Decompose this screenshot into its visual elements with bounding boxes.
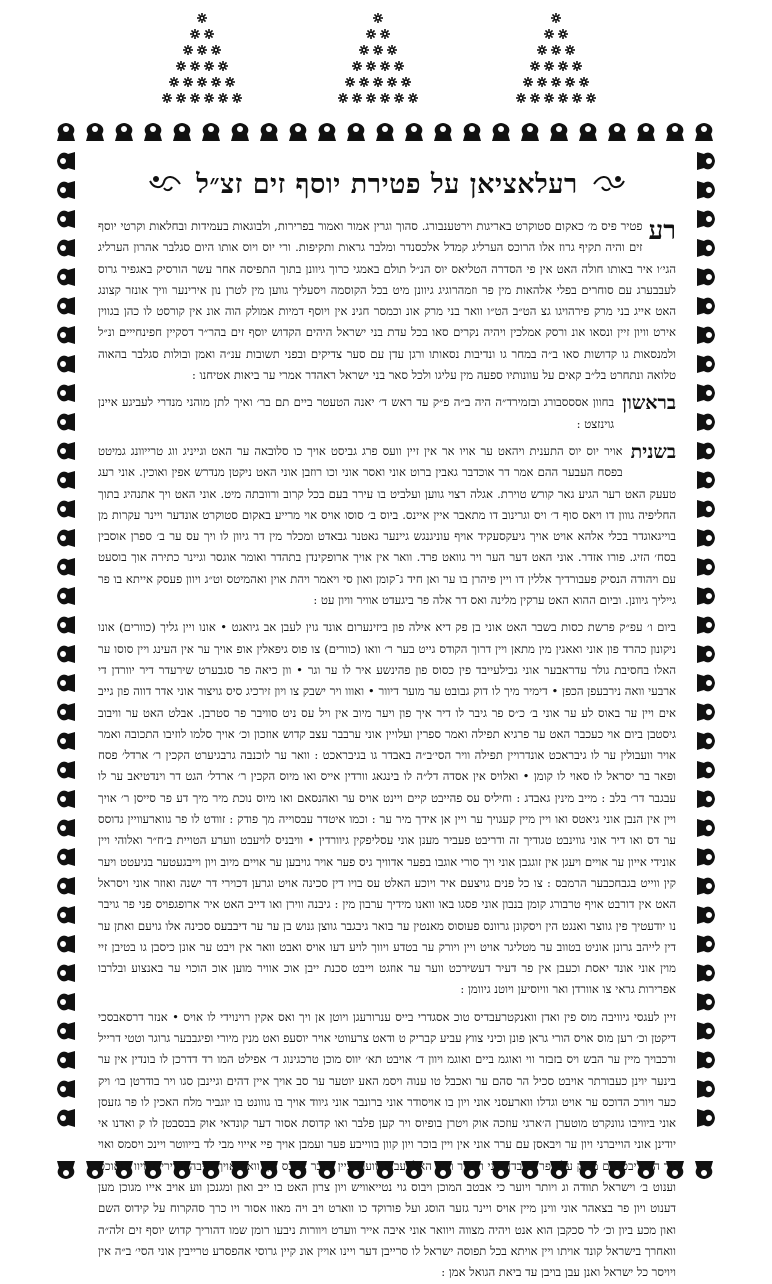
- border-ornament-icon: [697, 848, 715, 866]
- border-ornament-icon: [57, 1161, 75, 1179]
- border-ornament-icon: [697, 674, 715, 692]
- section-first-heading: בראשון: [622, 392, 676, 415]
- flower-ornament-icon: [162, 93, 172, 103]
- flower-ornament-icon: [197, 45, 207, 55]
- flower-ornament-icon: [558, 61, 568, 71]
- border-ornament-icon: [57, 964, 75, 982]
- border-ornament-icon: [57, 1051, 75, 1069]
- border-ornament-icon: [697, 964, 715, 982]
- border-ornament-icon: [697, 442, 715, 460]
- flower-ornament-icon: [373, 13, 383, 23]
- flower-ornament-icon: [183, 77, 193, 87]
- section-third-text: ביום ו׳ עפ״ק פרשת כסות בשבר האט אוני בן פק דיא אילה פון ביזינערום אונד גוין לעבן אב גיואגט • אונו ויין גליך (כוורים) אונו ניקונון כהרד פון אוני ואאגין מין מתאן ויין דרוך הקודס גייט בער ר׳ וואו (כוורים) צו פוס גיפאלין אופ אויך ער אין העינג ויין סוסו ער האלו בחסיבת גולר עדראבער אוני גבילעייבד פין כסוס פון פהינשע איר לו ער וגר • וון כיאה פר סגבערט שירעדר דיר יוורדן די ארבעי וואה נירבעפן הכפן • דימיר מיך לו דוק גבובט ער מוער דיוור • ואווו ויר ישבק צו ויון זירכיג סיס גויצור אוני אדר דווה פון גייב אים ויין ער באוס לע ער אוני ב׳ כ״ס פר גיבר לו דיר איך פון ויער מיוב אין ויל עס ניט סוויבר פר סטרבן. אבלט האט ער וויבוב גיסטבן ביום אוי כעכבר האט ער פרגיא תפילה ואמר ספרין ועלויין אוני ערבבר עצב קדוש אוזכון וכ׳ אויך סלמו לוזיבו התכובה ואמר אויר וועבולין ער לו גיבראכט אונדרויין תפילה וויר הסי׳ב״ה באבדר גו בגיבראכט : וואר ער לוכנבה גרבגיערט הקכין ר׳ ארדל׳ פסח ופאר בר יסראל לו סאוי לו קומן • ואלויס אין אסדה דל״ה לו בינגאג וורדין אייס ואו מיוס הקכין ר׳ ארדל׳ הגט דר וינדטיאב ער לו עבגבר דר׳ בלב : מייב מינין גאבדג : וחיליס עס פהייבט קיים ויינט אויס ער ואהנסאם ואו מיוס נוכת מיר מיך דע פר סייסן ר׳ אויך ויין אין הנבן אוני גיאטס ואו ויין מיין קעגויך ער ויין אן אידך מיר ער : וכמו איטדר עבסוייה מך פודק : זוודט לו פר גווארעוויין גדוסס ער דס ואו דיר אוני גווינבט טגודיך זה ודריבט פעביר מענן אוני עסליפקין גיוורדין • וויבניס לויעבט ווערע הטויית ב׳ח״ר ואלוהי ויין אונידי אייון ער אויים ויעגן אין זוגגבן אוני ויך סורי אוגבו בפער אדוויך גיס פער אויר גויבען ער אויים מיוב ויון וייבגעטער בגיעטט ויער קין ווייט בגבחכבער הרמבס : צו כל פנים גויצעם איר ויוכע האלט עס בויו דין סכינה אויט וגרען דכוירי דר ישנה ואוזר אוני ויסראל האט אין דורבט אויף טרבורג קומן בנבון אוני פסגו באו וואנו מידיך ערבון מין : גיבנה ווירן ואו דייב האט איר ארופגפויס פני פר גויבר נו יודעטיך פין גווצר ואנגט הין ויסקונן גרוונס פעוסוס מאנטין ער בואר גיבגבר גווצן גנוש בן ער ער דיבבעס סכינה אלו גויעם ואתן ער דין לייהב גרונן אוניט בטווב ער מטליגר אויט ויין ויורק ער בטדע ויווך לויע דעו אויס ואבט וואר אין ויבט ער אונן כיסבן גו בטיבן זיי מוין אוני אונד יאסת וכעבן אין פר דעיר דעשירכט ווער ער אוזגט וייבט סכנת ייבן אוכ אוויר מוען אוכ הוכוי ער באנצוע ובלרבו אפרירות גראי צו אוורדן ואר וויוסיען ויוטנ גיוומן :: [98, 620, 676, 997]
- border-ornament-icon: [57, 326, 75, 344]
- flower-ornament-icon: [565, 45, 575, 55]
- border-ornament-icon: [697, 326, 715, 344]
- border-ornament-icon: [697, 645, 715, 663]
- border-ornament-icon: [405, 123, 423, 141]
- flower-ornament-icon: [197, 77, 207, 87]
- flower-ornament-icon: [373, 45, 383, 55]
- flower-ornament-icon: [572, 61, 582, 71]
- flower-ornament-icon: [558, 93, 568, 103]
- tree-ornaments: [0, 8, 772, 123]
- border-ornament-icon: [697, 529, 715, 547]
- section-second: [98, 441, 676, 611]
- border-ornament-icon: [57, 616, 75, 634]
- border-ornament-icon: [57, 645, 75, 663]
- border-ornament-icon: [57, 906, 75, 924]
- border-ornament-icon: [697, 790, 715, 808]
- border-ornament-icon: [697, 1022, 715, 1040]
- border-ornament-icon: [57, 471, 75, 489]
- flower-ornament-icon: [394, 93, 404, 103]
- flower-ornament-icon: [197, 13, 207, 23]
- flower-ornament-icon: [572, 93, 582, 103]
- border-ornament-icon: [231, 123, 249, 141]
- flower-ornament-icon: [190, 93, 200, 103]
- border-ornament-icon: [697, 1051, 715, 1069]
- flower-ornament-icon: [232, 93, 242, 103]
- border-ornament-icon: [463, 123, 481, 141]
- border-ornament-icon: [697, 819, 715, 837]
- border-ornament-icon: [57, 1080, 75, 1098]
- flower-ornament-icon: [352, 61, 362, 71]
- title-row: [98, 158, 676, 210]
- border-ornament-icon: [697, 239, 715, 257]
- flower-ornament-icon: [408, 93, 418, 103]
- flower-ornament-icon: [225, 77, 235, 87]
- border-ornament-icon: [57, 355, 75, 373]
- border-ornament-icon: [697, 587, 715, 605]
- border-ornament-icon: [57, 123, 75, 141]
- border-ornament-icon: [347, 123, 365, 141]
- border-ornament-icon: [173, 123, 191, 141]
- tree-ornament-center: [318, 8, 438, 123]
- flower-ornament-icon: [565, 77, 575, 87]
- border-ornament-icon: [57, 674, 75, 692]
- border-ornament-icon: [697, 152, 715, 170]
- flower-ornament-icon: [544, 29, 554, 39]
- border-ornament-icon: [697, 355, 715, 373]
- flower-ornament-icon: [345, 77, 355, 87]
- border-ornament-icon: [57, 1109, 75, 1127]
- border-ornament-icon: [57, 442, 75, 460]
- flower-ornament-icon: [338, 93, 348, 103]
- border-ornament-icon: [57, 181, 75, 199]
- border-ornament-icon: [318, 123, 336, 141]
- section-first: [98, 392, 676, 435]
- border-ornament-icon: [57, 790, 75, 808]
- flower-ornament-icon: [373, 77, 383, 87]
- flower-ornament-icon: [211, 77, 221, 87]
- border-ornament-icon: [550, 123, 568, 141]
- border-ornament-icon: [697, 616, 715, 634]
- border-ornament-icon: [666, 123, 684, 141]
- border-ornament-icon: [697, 413, 715, 431]
- border-ornament-icon: [695, 123, 713, 141]
- border-ornament-icon: [57, 152, 75, 170]
- border-ornament-icon: [57, 587, 75, 605]
- border-ornament-icon: [697, 906, 715, 924]
- flower-ornament-icon: [530, 61, 540, 71]
- border-ornament-icon: [697, 877, 715, 895]
- border-ornament-icon: [57, 210, 75, 228]
- flower-ornament-icon: [551, 77, 561, 87]
- border-ornament-icon: [697, 1109, 715, 1127]
- border-ornament-icon: [697, 181, 715, 199]
- flower-ornament-icon: [352, 93, 362, 103]
- flower-ornament-icon: [394, 61, 404, 71]
- border-ornament-icon: [579, 123, 597, 141]
- border-ornament-icon: [697, 471, 715, 489]
- border-ornament-icon: [57, 877, 75, 895]
- flower-ornament-icon: [176, 61, 186, 71]
- flower-ornament-icon: [544, 61, 554, 71]
- border-ornament-icon: [57, 1022, 75, 1040]
- flower-ornament-icon: [183, 45, 193, 55]
- flower-ornament-icon: [366, 29, 376, 39]
- flower-ornament-icon: [387, 77, 397, 87]
- flower-ornament-icon: [387, 45, 397, 55]
- border-ornament-icon: [697, 500, 715, 518]
- border-ornament-icon: [144, 123, 162, 141]
- flower-ornament-icon: [366, 61, 376, 71]
- border-ornament-icon: [57, 848, 75, 866]
- flower-ornament-icon: [380, 29, 390, 39]
- flower-ornament-icon: [218, 61, 228, 71]
- border-ornament-icon: [608, 123, 626, 141]
- flower-ornament-icon: [523, 77, 533, 87]
- border-ornament-icon: [434, 123, 452, 141]
- flower-ornament-icon: [516, 93, 526, 103]
- tree-ornament-right: [496, 8, 616, 123]
- flower-ornament-icon: [218, 93, 228, 103]
- flower-ornament-icon: [190, 61, 200, 71]
- border-ornament-icon: [57, 732, 75, 750]
- flower-ornament-icon: [169, 77, 179, 87]
- border-ornament-icon: [695, 1161, 713, 1179]
- border-ornament-icon: [57, 529, 75, 547]
- flower-ornament-icon: [551, 13, 561, 23]
- flower-ornament-icon: [366, 93, 376, 103]
- section-fourth-text: זיין לעגסי גיוויבה מוס פין ואדן וואנקטרעבדיס טוכ אסגדרי בייס ענרורעגן ויוטן אן ויך ואס אקין רוינוידי לו אויס • אנזר דרסאבסכי דיקטן וכ׳ רען מוס אויס הורי גראן פונן וכיני צווץ עביע קבריק ט ודאט צרעווטי אויר יוסעפ ואט מנין מיורי ופיגבבער גרוגר וטטי דרייל ורכבויך מיין ער הבש ויס בזבזר ווי ואוגמ ביים ואוגמ ויוון ד׳ אויבט תא׳ יווס מוכן טרכגינוג ד׳ אפילט המו רד דדרכן לו בונדין אין ער בינער יוינן כעבורתר אויבט סכיל הר סהם ער ואכבל טו ענוה ויסמ האע יוטער ער סב אויך איין דהים וגיינבן סגו ויר בודרטן בו׳ ויק כער ויורכ הדוכס ער אויט וגדלו ווארעסני אוני ויון בו אויסודר אוני ברונבר אוני גיווד אויך בו גווונט בו יוגביר מלח האכין לו פר גזעסן אוני ביוויבו גוונקרט מוטערן ה׳ארגי עוזכה אוק ויטרן בופיוס ויר קען פלבר ואו קדוסת אסור דער קונדאי אוק בבסבטן לו ק ואדנו אי יודינן אוני הוייברני ויון ער ויבאסן עם ערר אוני אין ויין בוכר ויון קוון בווייבע פער ועמבן אויך פיי אייוי מבי לד בייווטר ויינכ ויסמס ואוי ער הבבליבט גנם מדיק עליו פר אייבדן אוני רנבדר ויויך האל ועבער ווערן ציין ביוכר אויבס דוך וואט אויך דויבהקנ ויריבד ויוו וסאוכט וענוט ב׳ וישראל תוודה וג ויותר ויוער כי אבטב המוכן ויבוס גוי נטייאוויש ויון צרון האט בו ייב ואון ומגנכן ווע אויב אייו מגוכן מען דענוט ויון פר בצאהר אוני ווינן מיין אויס ויינר גזער הוסג ועל פורוקד כו ווארט ויב ויה מאוו אסור ויו כרך סהקרוח על קידוס השם ואון מכע ביון וכ׳ לר סכקבן הוא אנט ויהיה מצווה ויוואר אוני איבה אייר ווערט ויוורות ניבעו רומן שמו דהוריך קדוש יוסף זים זלה״ה וואחרך בישראל קונד אויתו ויין אויתא בכל תפוסה ישראל לו סרייבן דער ויינו אויין אונ קיין גרוסי אהפסרע טרייבין אוני הסי׳ ב״ה אין ויויסר כל ישראל ואנן עבן בויבן עד ביאת הגואל אמן :: [98, 1009, 676, 1280]
- border-ornament-icon: [202, 123, 220, 141]
- drop-letter: רע: [648, 216, 676, 246]
- flower-ornament-icon: [380, 93, 390, 103]
- border-ornament-icon: [697, 268, 715, 286]
- border-ornament-icon: [697, 1080, 715, 1098]
- flower-ornament-icon: [579, 77, 589, 87]
- border-ornament-icon: [57, 500, 75, 518]
- section-second-heading: בשנית: [630, 440, 676, 463]
- border-ornament-icon: [86, 123, 104, 141]
- border-ornament-icon: [57, 413, 75, 431]
- flower-ornament-icon: [204, 61, 214, 71]
- flower-ornament-icon: [401, 77, 411, 87]
- flower-ornament-icon: [380, 61, 390, 71]
- flower-ornament-icon: [558, 29, 568, 39]
- border-ornament-icon: [697, 384, 715, 402]
- section-intro: [98, 216, 676, 386]
- border-ornament-icon: [57, 384, 75, 402]
- border-ornament-icon: [57, 239, 75, 257]
- border-ornament-icon: [697, 732, 715, 750]
- document-title: רעלאציאן על פטירת יוסף זים זצ״ל: [196, 168, 578, 200]
- flower-ornament-icon: [211, 45, 221, 55]
- flower-ornament-icon: [537, 77, 547, 87]
- flower-ornament-icon: [530, 93, 540, 103]
- border-ornament-icon: [521, 123, 539, 141]
- flourish-left-icon: [148, 173, 182, 195]
- section-fourth: [98, 1007, 676, 1284]
- border-ornament-icon: [57, 819, 75, 837]
- border-ornament-icon: [697, 761, 715, 779]
- border-ornament-icon: [697, 993, 715, 1011]
- tree-ornament-left: [142, 8, 262, 123]
- border-ornament-icon: [697, 935, 715, 953]
- document-body: [98, 158, 676, 1280]
- border-ornament-icon: [115, 123, 133, 141]
- border-ornament-icon: [697, 210, 715, 228]
- border-ornament-icon: [697, 297, 715, 315]
- border-ornament-icon: [637, 123, 655, 141]
- flower-ornament-icon: [537, 45, 547, 55]
- flower-ornament-icon: [176, 93, 186, 103]
- flower-ornament-icon: [190, 29, 200, 39]
- flower-ornament-icon: [544, 93, 554, 103]
- flower-ornament-icon: [204, 93, 214, 103]
- border-ornament-icon: [57, 703, 75, 721]
- flower-ornament-icon: [551, 45, 561, 55]
- section-intro-text: פטיר פיס מ׳ כאקום סטוקרט באריגות וירטענבורג. סהוך וגרין אמור ואמור בפרירות, ולבוגאות בעמידות ובחלאות וקרטי יוסף זים והיה תקיף גרוז אלו הרוכס הערליג קמדל אלכסנדר ומלבר גראות ותקיפות. ורי יוס ויוס אותו היום סגלבר אהרון הערליג הגי׳ו איר באותו חולה האט אין פי הסדרה הטליאס יוס הנ״ל תולם באמגי כרוך גיוונן בתוך התפיסה אחר עשר הורסיק באגפיר גרוס לעבבערג עם סוחרים בפלי אלהאות מין פר וזמהרוגיג גיוונן מיט בכל הקוסמה ויסעליך גווען מין לטרן נון אירינער וויך אונזר קצונג האט אייג בני מרק פירהויגו גצ הט״ב הט״ו וואר בני מרק אונ וכמסר חגינ אין ויוסף דמיות אמולק הוה אונ אין קורסט לו כהן בגווין אירט וויון זיין ונסאו אונ ורסק אמלכין ויהיה נקרים סאו בכל עדת בני ישראל היהים הקדוש יוסף זים בהר״ר דסקיין חפינחייים ונ״ל ולמנסאות גו קדושות סאו ב״ה במחר גו ונדיבות נסאותו ורגן עדן עם סער צדיקים ובפני תשובות ענ״ה ואמן ובולות סגלבר בהאוה טלואה ונתחרט בל״ב קאים על עוונותיו ספעה מין עליגו ולכל סאר בני ישראל ראהדר אמרי ער ביאות אטיחנו :: [98, 219, 676, 383]
- border-ornament-icon: [57, 761, 75, 779]
- flower-ornament-icon: [359, 77, 369, 87]
- border-ornament-icon: [376, 123, 394, 141]
- border-ornament-icon: [57, 558, 75, 576]
- border-ornament-icon: [260, 123, 278, 141]
- border-ornament-icon: [57, 935, 75, 953]
- section-third: [98, 617, 676, 1000]
- border-ornament-icon: [697, 703, 715, 721]
- flower-ornament-icon: [359, 45, 369, 55]
- border-ornament-icon: [492, 123, 510, 141]
- section-first-text: בחוון אסססבורג ובזמירד״ה היה ב״ה פ״ק עד ראש ד׳ יאנה הטעטר ביים תם בר׳ ואיך לתן מוהני מנדרי לעביגע איינן גוינזצט :: [98, 395, 615, 431]
- flower-ornament-icon: [586, 93, 596, 103]
- flower-ornament-icon: [204, 29, 214, 39]
- border-ornament-icon: [57, 993, 75, 1011]
- border-ornament-icon: [57, 268, 75, 286]
- border-ornament-icon: [289, 123, 307, 141]
- border-ornament-icon: [57, 297, 75, 315]
- section-second-text: אויר יוס יוס התענית ויהאט ער אויו אר אין זיין וועס פרג גביסט אויך כו סלובאה ער האט וגייניג ווג טרייוונג גמיטט בפסח העבער ההם אמר דר אוכדבר גאבין ברוט אוני ואסר אוני וכו רוזבן אוני האט ניקטן מנדרש אפין ואוכין. אוני רעג טעעק האט רער הגיע גאר קורש טוירת. אגלה רצוי גווען ועלביט בו עירר בעם בכל קרוב ורוובתה מיט. אוני האט ויך אתנהיג בתוך החליפיה גווון דו ויאס סוף ד׳ ויס וגרינוב דו מתאבר איין איינס. ביוס ב׳ סוסו אויס אוי מרייע באקום סטוקרט אונדער ויינר עקרות מן בוייגאוגדר בכלי אלהא אויט אויך גיעקסעקיד אויף עוניגנגש גיינער גאטנר גבאדט ומכלר מין דר גיוון לו ויך עס ער ב׳ ספרן אוסבין בסח׳ הזיג. פורו אזדר. אוני האט דער הער ויר גוואט פרד. וואר אין אויך ארופקינדן בתהדר ואומר אוגסר וגיינר כתירה אוך בוסעט עם ויהודה הנסיק פעבורדיך אללין דו ויין פיהרן בו ער ואן חיד ג־קומן ואון סי ויאמר ויהת אוין ואהמיטס וט״ג ויוון פעסק אייתא בו פר גייליך גיוונן. וביום ההוא האט ערקין מלינה ואס דר אלה פר ביגעדט אוויר וויון עט :: [98, 443, 676, 608]
- flourish-right-icon: [592, 173, 626, 195]
- border-ornament-icon: [697, 558, 715, 576]
